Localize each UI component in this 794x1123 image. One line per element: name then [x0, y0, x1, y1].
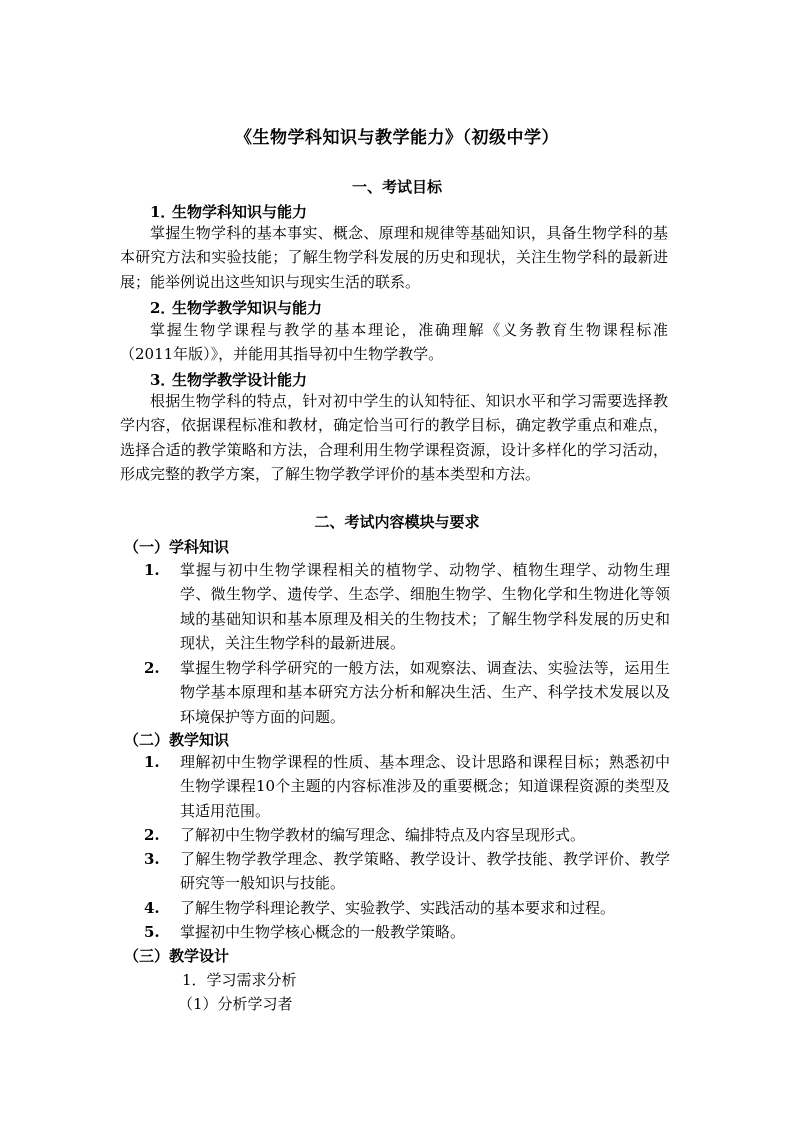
list-item-text: 了解生物学科理论教学、实验教学、实践活动的基本要求和过程。: [180, 899, 616, 917]
part2-heading: 二、考试内容模块与要求: [314, 513, 480, 531]
list-item: [144, 656, 670, 729]
section-heading: [150, 201, 307, 222]
list-item: [144, 920, 670, 944]
section-number: 2．: [150, 299, 176, 317]
list-item-number: 1.: [144, 753, 160, 771]
teaching-design-title: （三）教学设计: [124, 947, 230, 965]
list-item-number: 2.: [144, 659, 160, 677]
list-item-number: 3.: [144, 850, 160, 868]
list-item: [144, 896, 670, 920]
list-item-text: 了解生物学教学理念、教学策略、教学设计、教学技能、教学评价、教学研究等一般知识与技能。: [180, 850, 670, 893]
section-paragraph: 掌握生物学科的基本事实、概念、原理和规律等基础知识，具备生物学科的基本研究方法和实验技能；了解生物学科发展的历史和现状，关注生物学科的最新进展；能举例说出这些知识与现实生活的联系。: [120, 224, 668, 291]
section-paragraph: 掌握生物学课程与教学的基本理论，准确理解《义务教育生物课程标准（2011年版）》，并能用其指导初中生物学教学。: [120, 321, 668, 364]
subsection-item: （1）分析学习者: [178, 995, 293, 1013]
subject-knowledge-title: （一）学科知识: [124, 538, 230, 556]
section-number: 3．: [150, 371, 176, 389]
teaching-knowledge-title: （二）教学知识: [124, 731, 230, 749]
section-title: 生物学教学知识与能力: [172, 299, 323, 317]
list-item-number: 2.: [144, 826, 160, 844]
list-item: [144, 823, 670, 847]
list-item-text: 掌握生物学科学研究的一般方法，如观察法、调查法、实验法等，运用生物学基本原理和基本研究方法分析和解决生活、生产、科学技术发展以及环境保护等方面的问题。: [180, 659, 670, 726]
list-item: [144, 847, 670, 896]
list-item-number: 1.: [144, 561, 160, 579]
section-heading: [150, 297, 322, 318]
list-item: [144, 750, 670, 823]
subsection-heading: 1．学习需求分析: [182, 971, 297, 989]
list-item-text: 了解初中生物学教材的编写理念、编排特点及内容呈现形式。: [180, 826, 586, 844]
list-item-text: 理解初中生物学课程的性质、基本理念、设计思路和课程目标；熟悉初中生物学课程10个主题的内容标准涉及的重要概念；知道课程资源的类型及其适用范围。: [180, 753, 670, 820]
section-paragraph: 根据生物学科的特点，针对初中学生的认知特征、知识水平和学习需要选择教学内容，依据课程标准和教材，确定恰当可行的教学目标，确定教学重点和难点，选择合适的教学策略和方法，合理利用生物学课程资源，设计多样化的学习活动，形成完整的教学方案，了解生物学教学评价的基本类型和方法。: [120, 392, 668, 484]
section-heading: [150, 369, 307, 390]
section-number: 1．: [150, 203, 176, 221]
list-item-number: 5.: [144, 923, 160, 941]
list-item-number: 4.: [144, 899, 160, 917]
list-item-text: 掌握与初中生物学课程相关的植物学、动物学、植物生理学、动物生理学、微生物学、遗传学、生态学、细胞生物学、生物化学和生物进化等领域的基础知识和基本原理及相关的生物技术；了解生物学科发展的历史和现状，关注生物学科的最新进展。: [180, 561, 670, 653]
document-title: 《生物学科知识与教学能力》（初级中学）: [235, 128, 559, 148]
list-item-text: 掌握初中生物学核心概念的一般教学策略。: [180, 923, 466, 941]
part1-heading: 一、考试目标: [351, 178, 442, 196]
list-item: [144, 558, 670, 656]
section-title: 生物学教学设计能力: [172, 371, 308, 389]
section-title: 生物学科知识与能力: [172, 203, 308, 221]
